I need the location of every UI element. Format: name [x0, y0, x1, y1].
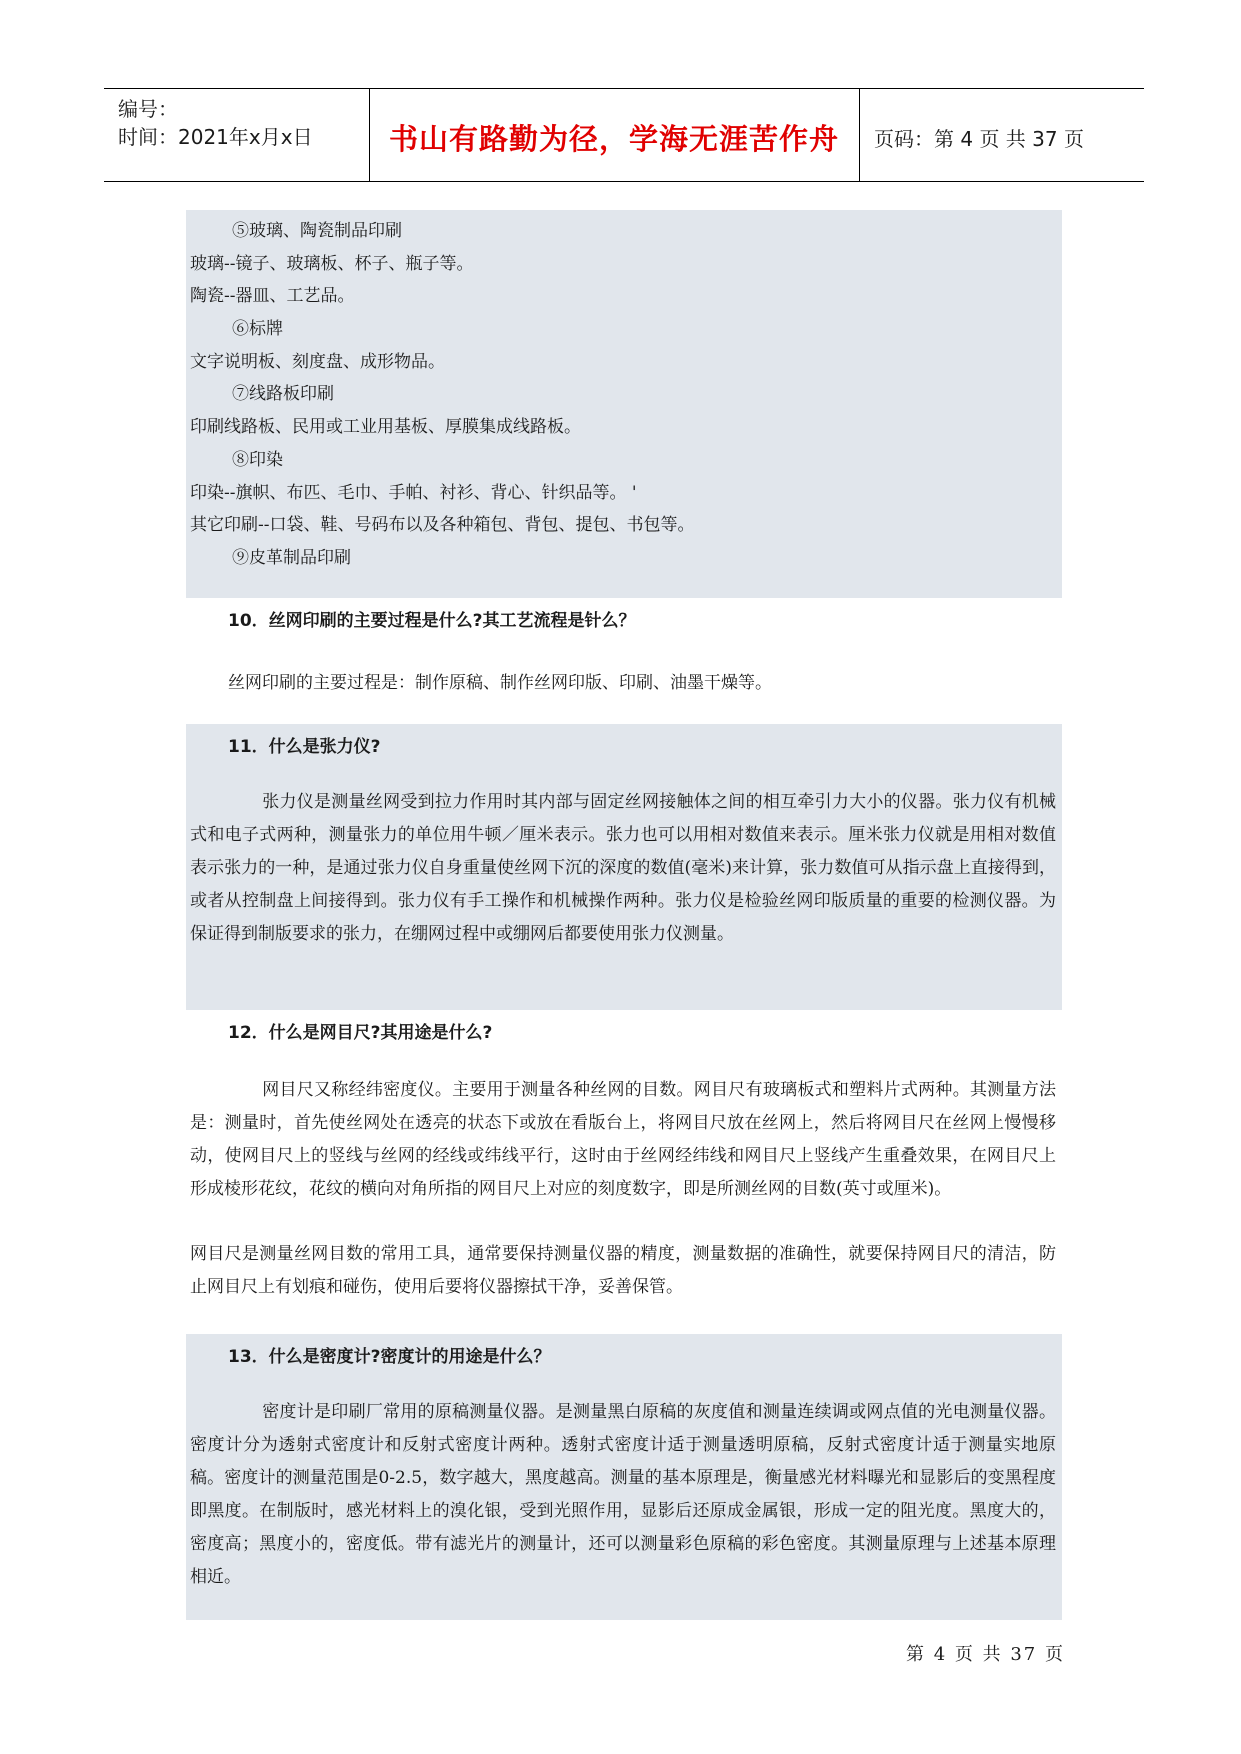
list-item: 陶瓷--器皿、工艺品。 [190, 286, 355, 306]
header-motto: 书山有路勤为径，学海无涯苦作舟 [388, 122, 839, 156]
page-footer: 第 4 页 共 37 页 [906, 1644, 1065, 1665]
question-13-answer [190, 1396, 1056, 1594]
list-item: 文字说明板、刻度盘、成形物品。 [190, 352, 445, 372]
document-number-label: 编号： [118, 97, 178, 121]
question-12-answer-2: 网目尺是测量丝网目数的常用工具，通常要保持测量仪器的精度，测量数据的准确性，就要保持网目尺的清洁，防止网目尺上有划痕和碰伤，使用后要将仪器擦拭干净，妥善保管。 [190, 1244, 1056, 1297]
question-12-answer-text: 网目尺又称经纬密度仪。主要用于测量各种丝网的目数。网目尺有玻璃板式和塑料片式两种。其测量方法是：测量时，首先使丝网处在透亮的状态下或放在看版台上，将网目尺放在丝网上，然后将网目尺在丝网上慢慢移动，使网目尺上的竖线与丝网的经线或纬线平行，这时由于丝网经纬线和网目尺上竖线产生重叠效果，在网目尺上形成棱形花纹，花纹的横向对角所指的网目尺上对应的刻度数字，即是所测丝网的目数(英寸或厘米)。 [190, 1080, 1056, 1199]
list-item: 其它印刷--口袋、鞋、号码布以及各种箱包、背包、提包、书包等。 [190, 515, 695, 535]
header-page-number: 页码：第 4 页 共 37 页 [874, 127, 1084, 151]
list-item: 印刷线路板、民用或工业用基板、厚膜集成线路板。 [190, 417, 581, 437]
list-item: ⑧印染 [232, 450, 283, 470]
list-item: ⑨皮革制品印刷 [232, 548, 351, 568]
question-11-answer [190, 786, 1056, 951]
list-item: ⑤玻璃、陶瓷制品印刷 [232, 221, 402, 241]
question-12-answer [190, 1074, 1056, 1206]
header-info [118, 95, 313, 151]
question-11-title: 11．什么是张力仪? [228, 737, 381, 757]
list-item: 玻璃--镜子、玻璃板、杯子、瓶子等。 [190, 254, 474, 274]
document-time-label: 时间：2021年x月x日 [118, 125, 313, 149]
question-10-answer: 丝网印刷的主要过程是：制作原稿、制作丝网印版、印刷、油墨干燥等。 [228, 673, 772, 693]
question-11-answer-text: 张力仪是测量丝网受到拉力作用时其内部与固定丝网接触体之间的相互牵引力大小的仪器。张力仪有机械式和电子式两种，测量张力的单位用牛顿／厘米表示。张力也可以用相对数值来表示。厘米张力仪就是用相对数值表示张力的一种，是通过张力仪自身重量使丝网下沉的深度的数值(毫米)来计算，张力数值可从指示盘上直接得到，或者从控制盘上间接得到。张力仪有手工操作和机械操作两种。张力仪是检验丝网印版质量的重要的检测仪器。为保证得到制版要求的张力，在绷网过程中或绷网后都要使用张力仪测量。 [190, 792, 1056, 944]
question-13-title: 13．什么是密度计?密度计的用途是什么？ [228, 1347, 551, 1367]
list-item: 印染--旗帜、布匹、毛巾、手帕、衬衫、背心、针织品等。 ' [190, 483, 637, 503]
question-10-title: 10．丝网印刷的主要过程是什么?其工艺流程是针么？ [228, 611, 636, 631]
header-divider [859, 89, 860, 181]
page-header [104, 88, 1144, 182]
list-item: ⑦线路板印刷 [232, 384, 334, 404]
question-12-title: 12．什么是网目尺?其用途是什么? [228, 1023, 493, 1043]
question-13-answer-text: 密度计是印刷厂常用的原稿测量仪器。是测量黑白原稿的灰度值和测量连续调或网点值的光电测量仪器。密度计分为透射式密度计和反射式密度计两种。透射式密度计适于测量透明原稿，反射式密度计适于测量实地原稿。密度计的测量范围是0-2.5，数字越大，黑度越高。测量的基本原理是，衡量感光材料曝光和显影后的变黑程度即黑度。在制版时，感光材料上的溴化银，受到光照作用，显影后还原成金属银，形成一定的阻光度。黑度大的，密度高；黑度小的，密度低。带有滤光片的测量计，还可以测量彩色原稿的彩色密度。其测量原理与上述基本原理相近。 [190, 1402, 1056, 1587]
list-item: ⑥标牌 [232, 319, 283, 339]
